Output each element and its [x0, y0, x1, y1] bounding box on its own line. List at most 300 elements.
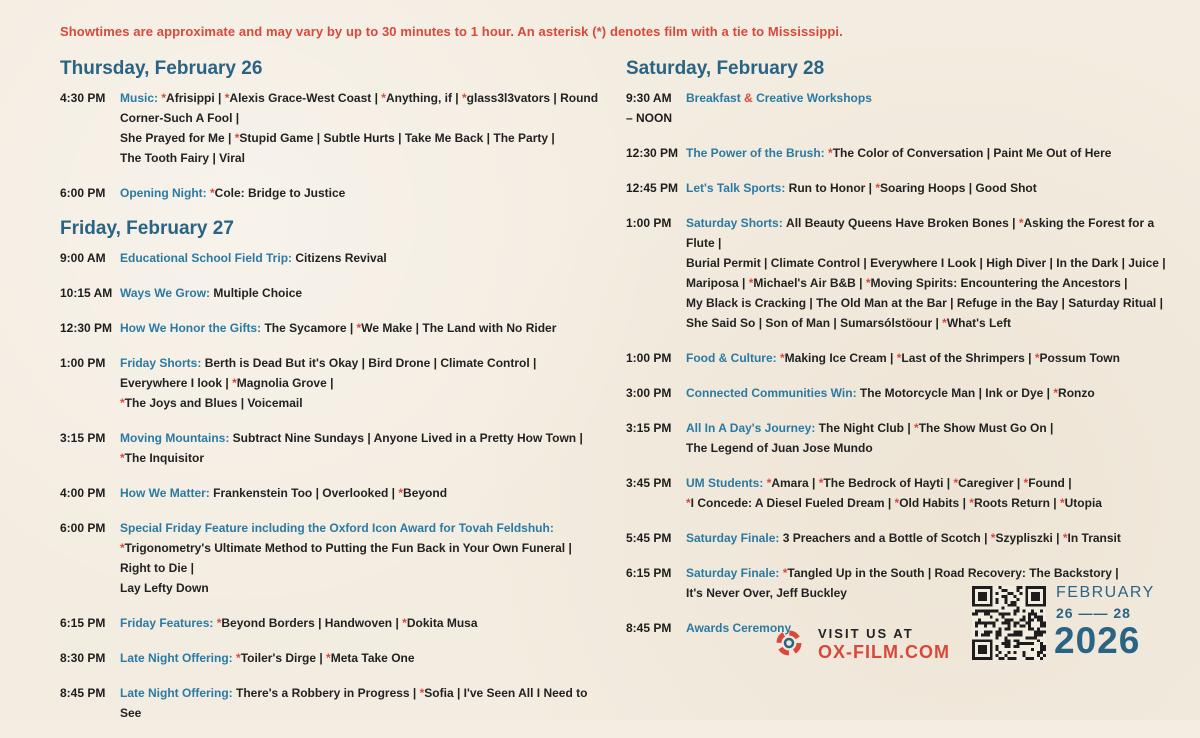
- event-time-start: 6:15 PM: [60, 616, 106, 630]
- film-title[interactable]: [985, 386, 1043, 400]
- film-title[interactable]: [405, 131, 484, 145]
- film-title[interactable]: [819, 476, 944, 490]
- film-title[interactable]: [440, 356, 529, 370]
- event-category[interactable]: Breakfast: [686, 91, 741, 105]
- separator: |: [209, 151, 220, 165]
- film-title[interactable]: [422, 321, 556, 335]
- film-name: Dokita Musa: [406, 616, 478, 630]
- film-title[interactable]: [325, 616, 392, 630]
- film-name: The Land with No Rider: [422, 321, 557, 335]
- festival-year: 2026: [1054, 620, 1141, 661]
- film-name: Bird Drone: [368, 356, 431, 370]
- film-name: Soaring Hoops: [880, 181, 966, 195]
- film-title[interactable]: [686, 296, 806, 310]
- film-title[interactable]: [232, 376, 327, 390]
- event-category[interactable]: Saturday Shorts:: [686, 216, 783, 230]
- mississippi-tie-marker: *: [1023, 476, 1029, 490]
- event-category[interactable]: Friday Features:: [120, 616, 214, 630]
- mississippi-tie-marker: *: [1018, 216, 1024, 230]
- film-name: Stupid Game: [239, 131, 314, 145]
- event-category[interactable]: Saturday Finale:: [686, 531, 780, 545]
- separator: |: [430, 356, 441, 370]
- day-heading: Saturday, February 28: [626, 58, 825, 79]
- film-title[interactable]: [993, 146, 1111, 160]
- event-details: [120, 248, 600, 268]
- film-title[interactable]: [786, 216, 1009, 230]
- film-title[interactable]: [420, 686, 454, 700]
- film-name: Sumarsólstöour: [840, 316, 933, 330]
- film-title[interactable]: [771, 256, 860, 270]
- film-title[interactable]: [686, 496, 885, 510]
- film-title[interactable]: [1035, 351, 1120, 365]
- schedule-event: [626, 528, 1166, 548]
- film-title[interactable]: [235, 131, 314, 145]
- film-name: All Beauty Queens Have Broken Bones: [786, 216, 1009, 230]
- event-details: [686, 213, 1166, 333]
- film-title[interactable]: [897, 351, 1025, 365]
- film-name: Michael's Air B&B: [753, 276, 856, 290]
- separator: |: [1008, 216, 1019, 230]
- film-title[interactable]: [322, 486, 388, 500]
- schedule-event: [60, 518, 600, 598]
- event-category[interactable]: Moving Mountains:: [120, 431, 230, 445]
- separator: |: [943, 476, 954, 490]
- event-time: [60, 283, 120, 303]
- film-festival-logo-icon: [776, 630, 802, 656]
- film-title[interactable]: [326, 651, 414, 665]
- separator: |: [364, 431, 374, 445]
- event-details: [686, 383, 1166, 403]
- event-details: [120, 428, 600, 468]
- event-time-start: 1:00 PM: [60, 356, 106, 370]
- film-name: Beyond: [403, 486, 448, 500]
- event-details: [120, 353, 600, 413]
- separator: |: [565, 541, 572, 555]
- film-title[interactable]: [957, 296, 1058, 310]
- film-title[interactable]: [462, 91, 550, 105]
- left-column: [60, 58, 600, 738]
- film-title[interactable]: [1024, 476, 1065, 490]
- film-name: Ronzo: [1058, 386, 1095, 400]
- separator: |: [884, 496, 895, 510]
- film-name: Multiple Choice: [213, 286, 303, 300]
- film-name: Everywhere I look: [120, 376, 223, 390]
- film-name: We Make: [361, 321, 413, 335]
- event-time: [626, 383, 686, 403]
- film-title[interactable]: [161, 91, 214, 105]
- event-details: [686, 528, 1166, 548]
- film-title[interactable]: [783, 531, 981, 545]
- schedule-event: [60, 318, 600, 338]
- film-name: In Transit: [1067, 531, 1121, 545]
- separator: |: [975, 386, 986, 400]
- separator: |: [316, 651, 327, 665]
- film-title[interactable]: [828, 146, 983, 160]
- film-title[interactable]: [236, 651, 316, 665]
- film-title[interactable]: [935, 566, 1112, 580]
- film-name: The Show Must Go On: [918, 421, 1047, 435]
- event-time: [60, 683, 120, 723]
- separator: |: [860, 256, 871, 270]
- event-category[interactable]: Ways We Grow:: [120, 286, 211, 300]
- film-title[interactable]: [210, 186, 345, 200]
- film-title[interactable]: [402, 616, 477, 630]
- mississippi-tie-marker: *: [875, 181, 881, 195]
- film-title[interactable]: [875, 181, 965, 195]
- festival-month: FEBRUARY: [1056, 584, 1155, 601]
- film-name: Voicemail: [247, 396, 303, 410]
- event-time-start: 3:00 PM: [626, 386, 672, 400]
- separator: |: [314, 616, 325, 630]
- separator: |: [1052, 531, 1063, 545]
- event-category[interactable]: Friday Shorts:: [120, 356, 202, 370]
- separator: |: [1156, 296, 1163, 310]
- separator: |: [312, 486, 323, 500]
- film-title[interactable]: [219, 151, 245, 165]
- film-title[interactable]: [205, 356, 359, 370]
- film-name: The Sycamore: [264, 321, 347, 335]
- film-name: The Bedrock of Hayti: [823, 476, 944, 490]
- mississippi-tie-marker: *: [120, 451, 125, 465]
- event-time: [60, 353, 120, 413]
- film-title[interactable]: [686, 256, 761, 270]
- mississippi-tie-marker: *: [766, 476, 772, 490]
- event-time: [626, 348, 686, 368]
- film-title[interactable]: [120, 131, 225, 145]
- film-name: In the Dark: [1056, 256, 1119, 270]
- event-details: [120, 318, 600, 338]
- schedule-event: [60, 353, 600, 413]
- separator: |: [1049, 496, 1060, 510]
- schedule-event: [60, 183, 600, 203]
- event-category[interactable]: The Power of the Brush:: [686, 146, 825, 160]
- event-category[interactable]: Late Night Offering:: [120, 651, 233, 665]
- film-title[interactable]: [816, 296, 947, 310]
- mississippi-tie-marker: *: [1062, 531, 1068, 545]
- event-time-start: 4:00 PM: [60, 486, 106, 500]
- event-category[interactable]: Awards Ceremony: [686, 621, 792, 635]
- film-name: Climate Control: [770, 256, 861, 270]
- film-title[interactable]: [1128, 256, 1159, 270]
- mississippi-tie-marker: *: [210, 186, 215, 200]
- film-name: Take Me Back: [404, 131, 484, 145]
- film-name: Magnolia Grove: [236, 376, 327, 390]
- separator: |: [924, 566, 935, 580]
- event-category[interactable]: How We Honor the Gifts:: [120, 321, 262, 335]
- film-title[interactable]: [120, 396, 237, 410]
- film-title[interactable]: [493, 131, 548, 145]
- film-title[interactable]: [866, 276, 1121, 290]
- film-title[interactable]: [870, 256, 976, 270]
- separator: |: [1046, 256, 1057, 270]
- film-name: Toiler's Dirge: [240, 651, 317, 665]
- schedule-event: [626, 88, 1166, 128]
- separator: |: [1013, 476, 1024, 490]
- film-title[interactable]: [819, 421, 904, 435]
- film-name: The Color of Conversation: [832, 146, 984, 160]
- mississippi-tie-marker: *: [896, 351, 902, 365]
- film-title[interactable]: [217, 616, 315, 630]
- event-details: [686, 473, 1166, 513]
- film-title[interactable]: [1063, 531, 1121, 545]
- event-category[interactable]: How We Matter:: [120, 486, 210, 500]
- event-category[interactable]: Let's Talk Sports:: [686, 181, 786, 195]
- film-name: Everywhere I Look: [870, 256, 977, 270]
- event-time-start: 6:00 PM: [60, 521, 106, 535]
- film-title[interactable]: [942, 316, 1011, 330]
- event-details: [120, 283, 600, 303]
- film-title[interactable]: [213, 286, 302, 300]
- film-title[interactable]: [969, 496, 1050, 510]
- schedule-event: [60, 88, 600, 168]
- separator: |: [1046, 421, 1054, 435]
- event-time: [60, 88, 120, 168]
- event-category[interactable]: Creative Workshops: [756, 91, 872, 105]
- event-time: [60, 648, 120, 668]
- film-title[interactable]: [120, 376, 222, 390]
- film-name: glass3l3vators: [466, 91, 551, 105]
- event-time-start: 8:45 PM: [626, 621, 672, 635]
- film-title[interactable]: [120, 541, 565, 555]
- film-name: Possum Town: [1039, 351, 1120, 365]
- film-title[interactable]: [686, 316, 755, 330]
- film-name: Amara: [771, 476, 809, 490]
- schedule-event: [60, 283, 600, 303]
- schedule-event: [60, 683, 600, 723]
- separator: |: [932, 316, 943, 330]
- qr-code-icon[interactable]: [972, 586, 1046, 660]
- event-time: [626, 213, 686, 333]
- event-details: [120, 518, 600, 598]
- separator: |: [453, 686, 464, 700]
- film-name: The Old Man at the Bar: [816, 296, 947, 310]
- film-title[interactable]: [914, 421, 1047, 435]
- film-title[interactable]: [233, 431, 364, 445]
- event-time-start: 8:30 PM: [60, 651, 106, 665]
- event-category[interactable]: Music:: [120, 91, 159, 105]
- event-time: [60, 318, 120, 338]
- event-time: [60, 183, 120, 203]
- separator: |: [313, 131, 324, 145]
- film-title[interactable]: [1060, 496, 1102, 510]
- film-title[interactable]: [120, 581, 209, 595]
- film-name: I Concede: A Diesel Fueled Dream: [690, 496, 885, 510]
- mississippi-tie-marker: *: [120, 396, 125, 410]
- film-name: Good Shot: [975, 181, 1037, 195]
- event-details: [120, 683, 600, 723]
- event-category[interactable]: Educational School Field Trip:: [120, 251, 293, 265]
- film-name: Tangled Up in the South: [787, 566, 925, 580]
- film-name: The Inquisitor: [124, 451, 205, 465]
- mississippi-tie-marker: *: [224, 91, 230, 105]
- film-name: She Said So: [686, 316, 756, 330]
- film-name: I've Seen All I Need to See: [120, 686, 588, 720]
- film-title[interactable]: [1068, 296, 1156, 310]
- separator: |: [755, 316, 766, 330]
- event-time-start: 12:30 PM: [60, 321, 113, 335]
- separator: |: [865, 181, 876, 195]
- film-title[interactable]: [767, 476, 809, 490]
- film-name: Right to Die: [120, 561, 188, 575]
- event-time-start: 8:45 PM: [60, 686, 106, 700]
- film-title[interactable]: [780, 351, 887, 365]
- film-title[interactable]: [765, 316, 830, 330]
- film-name: Subtle Hurts: [323, 131, 395, 145]
- right-column: [626, 58, 1166, 653]
- event-category[interactable]: Opening Night:: [120, 186, 207, 200]
- visit-label: VISIT US AT: [818, 626, 914, 641]
- film-title[interactable]: [986, 256, 1046, 270]
- film-title[interactable]: [225, 91, 372, 105]
- film-title[interactable]: [120, 151, 209, 165]
- mississippi-tie-marker: *: [381, 91, 386, 105]
- film-title[interactable]: [686, 441, 873, 455]
- film-title[interactable]: [749, 276, 856, 290]
- film-title[interactable]: [398, 486, 447, 500]
- separator: |: [1118, 256, 1129, 270]
- separator: |: [1064, 476, 1072, 490]
- event-category[interactable]: All In A Day's Journey:: [686, 421, 816, 435]
- separator: |: [550, 91, 561, 105]
- film-title[interactable]: [213, 486, 312, 500]
- event-time-start: 6:00 PM: [60, 186, 106, 200]
- separator: |: [714, 236, 722, 250]
- event-time: [626, 563, 686, 603]
- film-title[interactable]: [120, 561, 187, 575]
- film-name: She Prayed for Me: [120, 131, 225, 145]
- film-name: Utopia: [1064, 496, 1102, 510]
- event-details: [686, 178, 1166, 198]
- event-details: [686, 418, 1166, 458]
- film-title[interactable]: [1053, 386, 1094, 400]
- film-title[interactable]: [264, 321, 346, 335]
- separator: |: [394, 131, 405, 145]
- event-time: [626, 618, 686, 638]
- film-title[interactable]: [381, 91, 452, 105]
- event-time: [60, 483, 120, 503]
- film-name: The Tooth Fairy: [120, 151, 210, 165]
- event-time: [626, 418, 686, 458]
- event-time-start: 12:45 PM: [626, 181, 679, 195]
- film-name: There's a Robbery in Progress: [236, 686, 410, 700]
- event-details: [120, 483, 600, 503]
- website-link[interactable]: OX-FILM.COM: [818, 642, 950, 662]
- mississippi-tie-marker: *: [782, 566, 788, 580]
- film-title[interactable]: [323, 131, 394, 145]
- event-category[interactable]: Late Night Offering:: [120, 686, 233, 700]
- mississippi-tie-marker: *: [1059, 496, 1065, 510]
- film-title[interactable]: [374, 431, 576, 445]
- film-name: Asking the Forest for a Flute: [686, 216, 1155, 250]
- event-category[interactable]: Special Friday Feature including the Oxford Icon Award for Tovah Feldshuh:: [120, 521, 554, 535]
- separator: |: [855, 276, 866, 290]
- film-title[interactable]: [120, 451, 204, 465]
- film-title[interactable]: [953, 476, 1013, 490]
- film-title[interactable]: [895, 496, 960, 510]
- mississippi-tie-marker: *: [232, 376, 237, 390]
- event-category[interactable]: UM Students:: [686, 476, 764, 490]
- mississippi-tie-marker: *: [419, 686, 425, 700]
- film-name: Frankenstein Too: [213, 486, 313, 500]
- film-name: Anyone Lived in a Pretty How Town: [373, 431, 577, 445]
- schedule-event: [626, 418, 1166, 458]
- film-title[interactable]: [368, 356, 430, 370]
- film-name: Lay Lefty Down: [120, 581, 209, 595]
- event-time-start: 3:15 PM: [60, 431, 106, 445]
- schedule-event: [626, 143, 1166, 163]
- schedule-event: [60, 248, 600, 268]
- film-name: Juice: [1128, 256, 1159, 270]
- film-name: Alexis Grace-West Coast: [229, 91, 372, 105]
- event-time-start: 1:00 PM: [626, 351, 672, 365]
- film-title[interactable]: [840, 316, 932, 330]
- film-name: The Legend of Juan Jose Mundo: [686, 441, 873, 455]
- mississippi-tie-marker: *: [990, 531, 996, 545]
- separator: |: [806, 296, 817, 310]
- separator: |: [830, 316, 841, 330]
- film-title[interactable]: [236, 686, 410, 700]
- day-heading: Thursday, February 26: [60, 58, 263, 79]
- separator: |: [760, 256, 771, 270]
- mississippi-tie-marker: *: [326, 651, 331, 665]
- film-title[interactable]: [789, 181, 866, 195]
- film-name: Afrisippi: [166, 91, 215, 105]
- schedule-event: [626, 383, 1166, 403]
- mississippi-tie-marker: *: [942, 316, 947, 330]
- event-time: [60, 518, 120, 598]
- separator: |: [1111, 566, 1119, 580]
- film-title[interactable]: [357, 321, 413, 335]
- film-name: The Motorcycle Man: [859, 386, 976, 400]
- separator: |: [232, 111, 240, 125]
- film-title[interactable]: [1056, 256, 1118, 270]
- event-time: [60, 248, 120, 268]
- event-category[interactable]: Connected Communities Win:: [686, 386, 857, 400]
- mississippi-tie-marker: *: [686, 496, 691, 510]
- footer: [776, 584, 1176, 674]
- event-time: [60, 613, 120, 633]
- separator: |: [965, 181, 976, 195]
- mississippi-tie-marker: *: [120, 541, 125, 555]
- mississippi-tie-marker: *: [894, 496, 900, 510]
- mississippi-tie-marker: *: [356, 321, 362, 335]
- film-title[interactable]: [991, 531, 1053, 545]
- separator: |: [214, 91, 225, 105]
- separator: |: [946, 296, 957, 310]
- mississippi-tie-marker: *: [461, 91, 467, 105]
- film-name: Refuge in the Bay: [956, 296, 1059, 310]
- film-name: Citizens Revival: [295, 251, 387, 265]
- film-name: The Night Club: [818, 421, 904, 435]
- film-name: Climate Control: [440, 356, 530, 370]
- film-title[interactable]: [975, 181, 1036, 195]
- separator: |: [983, 146, 994, 160]
- event-time-start: 6:15 PM: [626, 566, 672, 580]
- mississippi-tie-marker: *: [953, 476, 959, 490]
- film-title[interactable]: [783, 566, 925, 580]
- film-name: Making Ice Cream: [784, 351, 887, 365]
- film-title[interactable]: [860, 386, 975, 400]
- film-title[interactable]: [686, 276, 739, 290]
- film-title[interactable]: [247, 396, 302, 410]
- schedule-event: [626, 213, 1166, 333]
- event-details: [120, 613, 600, 633]
- schedule-event: [626, 473, 1166, 513]
- event-category[interactable]: Saturday Finale:: [686, 566, 780, 580]
- separator: |: [412, 321, 423, 335]
- event-category[interactable]: Food & Culture:: [686, 351, 777, 365]
- film-title[interactable]: [295, 251, 386, 265]
